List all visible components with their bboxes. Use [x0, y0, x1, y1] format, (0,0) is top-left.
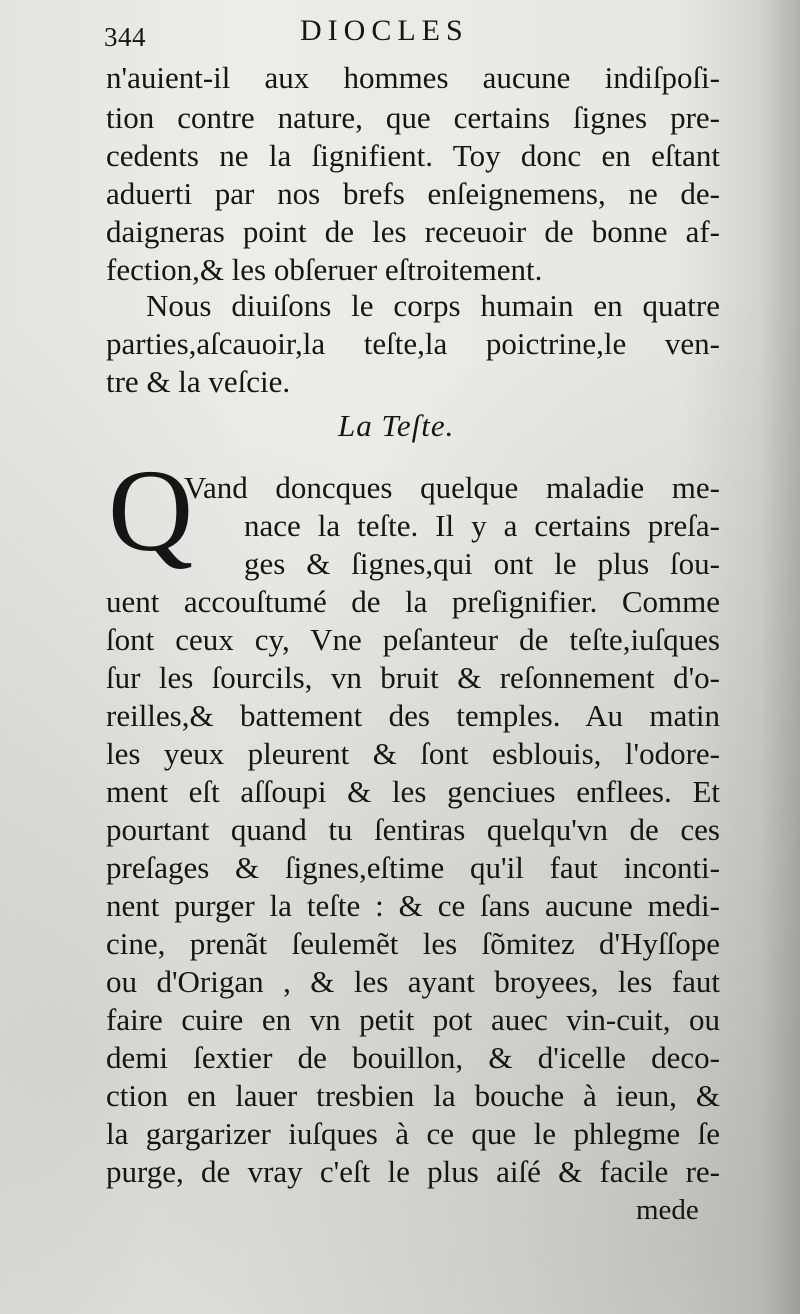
text-line: n'auient-il aux hommes aucune indiſpoſi- — [106, 60, 720, 95]
text-line: tion contre nature, que certains ſignes pre- — [106, 100, 720, 135]
text-line: ſont ceux cy, Vne peſanteur de teſte,iuſques — [106, 622, 720, 657]
text-line: daigneras point de les receuoir de bonne af- — [106, 214, 720, 249]
drop-cap: Q — [108, 445, 194, 576]
text-line: ou d'Origan , & les ayant broyees, les faut — [106, 964, 720, 999]
page-number: 344 — [104, 22, 146, 52]
text-line: cedents ne la ſignifient. Toy donc en eſtant — [106, 138, 720, 173]
text-line: tre & la veſcie. — [106, 364, 291, 399]
catchword: mede — [636, 1194, 699, 1226]
text-line: purge, de vray c'eſt le plus aiſé & facile re- — [106, 1154, 720, 1189]
text-line: nace la teſte. Il y a certains preſa- — [244, 508, 720, 543]
text-line: pourtant quand tu ſentiras quelqu'vn de ces — [106, 812, 720, 847]
text-line: Vand doncques quelque maladie me- — [184, 470, 720, 505]
text-line: reilles,& battement des temples. Au matin — [106, 698, 720, 733]
text-line: ment eſt aſſoupi & les genciues enflees. Et — [106, 774, 720, 809]
text-line: parties,aſcauoir,la teſte,la poictrine,le ven- — [106, 326, 720, 361]
text-line: la gargarizer iuſques à ce que le phlegme ſe — [106, 1116, 720, 1151]
text-line: fection,& les obſeruer eſtroitement. — [106, 252, 543, 287]
text-line: uent accouſtumé de la preſignifier. Comme — [106, 584, 720, 619]
text-line: ges & ſignes,qui ont le plus ſou- — [244, 546, 720, 581]
text-line: Nous diuiſons le corps humain en quatre — [146, 288, 720, 323]
text-line: aduerti par nos brefs enſeignemens, ne de- — [106, 176, 720, 211]
page-gutter-shadow — [760, 0, 800, 1314]
text-line: demi ſextier de bouillon, & d'icelle deco- — [106, 1040, 720, 1075]
text-line: nent purger la teſte : & ce ſans aucune medi- — [106, 888, 720, 923]
text-line: ction en lauer tresbien la bouche à ieun, & — [106, 1078, 720, 1113]
text-line: preſages & ſignes,eſtime qu'il faut inconti- — [106, 850, 720, 885]
text-line: faire cuire en vn petit pot auec vin-cuit, ou — [106, 1002, 720, 1037]
section-title: La Teſte. — [338, 408, 455, 443]
text-line: les yeux pleurent & ſont esblouis, l'odore- — [106, 736, 720, 771]
text-line: ſur les ſourcils, vn bruit & reſonnement d'o- — [106, 660, 720, 695]
running-head: DIOCLES — [300, 14, 469, 47]
text-line: cine, prenãt ſeulemẽt les ſõmitez d'Hyſſope — [106, 926, 720, 961]
